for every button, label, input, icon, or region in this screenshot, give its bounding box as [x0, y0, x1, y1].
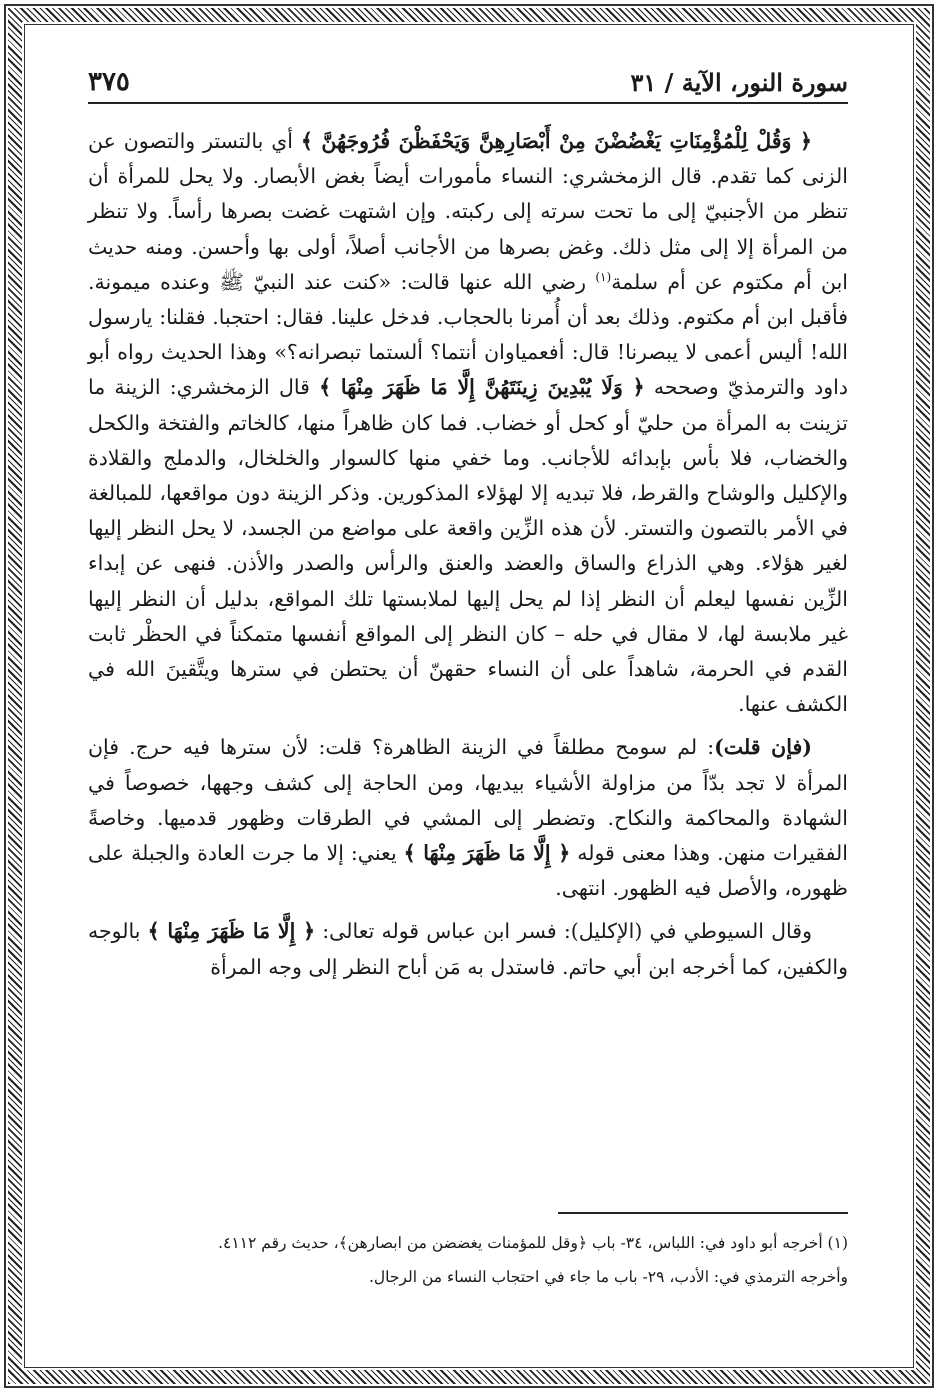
paragraph-text: وقال السيوطي في (الإكليل): فسر ابن عباس قوله تعالى: — [315, 919, 812, 944]
paragraph-text: بالوجه والكفين، كما أخرجه ابن أبي حاتم. فاستدل به مَن أباح النظر إلى وجه المرأة — [88, 919, 848, 979]
footnote-1: (١) أخرجه أبو داود في: اللباس، ٣٤- باب ﴿وقل للمؤمنات يغضضن من ابصارهن﴾، حديث رقم ٤١١٢. — [218, 1234, 848, 1252]
paragraph-1 — [88, 124, 848, 722]
footnotes — [88, 1200, 848, 1296]
paragraph-text: رضي الله عنها قالت: «كنت عند النبيّ ﷺ وعنده ميمونة. فأقبل ابن أم مكتوم. وذلك بعد أن أُمرنا بالحجاب. فدخل علينا. فقال: احتجبا. فقلنا: يارسول الله! أليس أعمى لا يبصرنا! قال: أفعمياوان أنتما؟ ألستما تبصرانه؟» وهذا الحديث رواه أبو داود والترمذيّ وصححه — [88, 269, 849, 400]
paragraph-lead: (فإن قلت) — [714, 735, 812, 760]
page-number: ٣٧٥ — [88, 67, 130, 97]
footnote-1-continued: وأخرجه الترمذي في: الأدب، ٢٩- باب ما جاء في احتجاب النساء من الرجال. — [368, 1268, 848, 1286]
paragraph-text: قال الزمخشري: الزينة ما تزينت به المرأة من حليّ أو كحل أو خضاب. فما كان ظاهراً منها، كالخاتم والفتخة والكحل والخضاب، فلا بأس بإبدائه للأجانب. وما خفي منها كالسوار والخلخال، والدملج والقلادة والإكليل والوشاح والقرط، فلا تبديه إلا لهؤلاء المذكورين. وذكر الزينة دون مواقعها، للمبالغة في الأمر بالتصون والتستر. لأن هذه الزِّين واقعة على مواضع من الجسد، لا يحل النظر إليها لغير هؤلاء. وهي الذراع والساق والعضد والعنق والرأس والصدر والأذن. فنهى عن إبداء الزِّين نفسها ليعلم أن النظر إذا لم يحل إليها لملابستها تلك المواقع، بدليل أن النظر إليها غير ملابسة لها، لا مقال في حله – كان النظر إلى المواقع أنفسها متمكناً في الحظْر ثابت القدم في الحرمة، شاهداً على أن النساء حقهنّ أن يحتطن في سترها ويتَّقينَ الله في الكشف عنها. — [88, 375, 848, 717]
paragraph-text: أي بالتستر والتصون عن الزنى كما تقدم. قال الزمخشري: النساء مأمورات أيضاً بغض الأبصار. ولا يحل للمرأة أن تنظر من الأجنبيّ إلى ما تحت سرته إلى ركبته. وإن اشتهت غضت بصرها رأساً. ولا تنظر من المرأة إلا إلى مثل ذلك. وغض بصرها من الأجانب أصلاً، أولى بها وأحسن. ومنه حديث ابن أم مكتوم عن أم سلمة — [88, 129, 848, 294]
paragraph-text: : لم سومح مطلقاً في الزينة الظاهرة؟ قلت: لأن سترها فيه حرج. فإن المرأة لا تجد بدّاً من مزاولة الأشياء بيديها، ومن الحاجة إلى كشف وجهها، خصوصاً في الشهادة والمحاكمة والنكاح. وتضطر إلى المشي في الطرقات وظهور قدميها. وخاصةً الفقيرات منهن. وهذا معنى قوله — [88, 735, 848, 866]
footnote-separator — [558, 1212, 848, 1214]
quran-verse: ﴿ وَلَا يُبْدِينَ زِينَتَهُنَّ إِلَّا مَا ظَهَرَ مِنْهَا ﴾ — [319, 375, 645, 400]
quran-verse: ﴿ وَقُلْ لِلْمُؤْمِنَاتِ يَغْضُضْنَ مِنْ أَبْصَارِهِنَّ وَيَحْفَظْنَ فُرُوجَهُنَّ ﴾ — [300, 129, 813, 153]
paragraph-3 — [88, 914, 848, 984]
footnote-reference[interactable]: (١) — [595, 269, 612, 284]
paragraph-text: يعني: إلا ما جرت العادة والجبلة على ظهوره، والأصل فيه الظهور. انتهى. — [88, 841, 848, 901]
quran-verse: ﴿ إِلَّا مَا ظَهَرَ مِنْهَا ﴾ — [403, 841, 571, 866]
surah-title: سورة النور، الآية / ٣١ — [630, 67, 848, 97]
main-text — [88, 124, 848, 985]
quran-verse: ﴿ إِلَّا مَا ظَهَرَ مِنْهَا ﴾ — [147, 919, 316, 944]
page-content — [88, 62, 848, 1332]
running-header — [88, 62, 848, 104]
paragraph-2 — [88, 730, 848, 906]
